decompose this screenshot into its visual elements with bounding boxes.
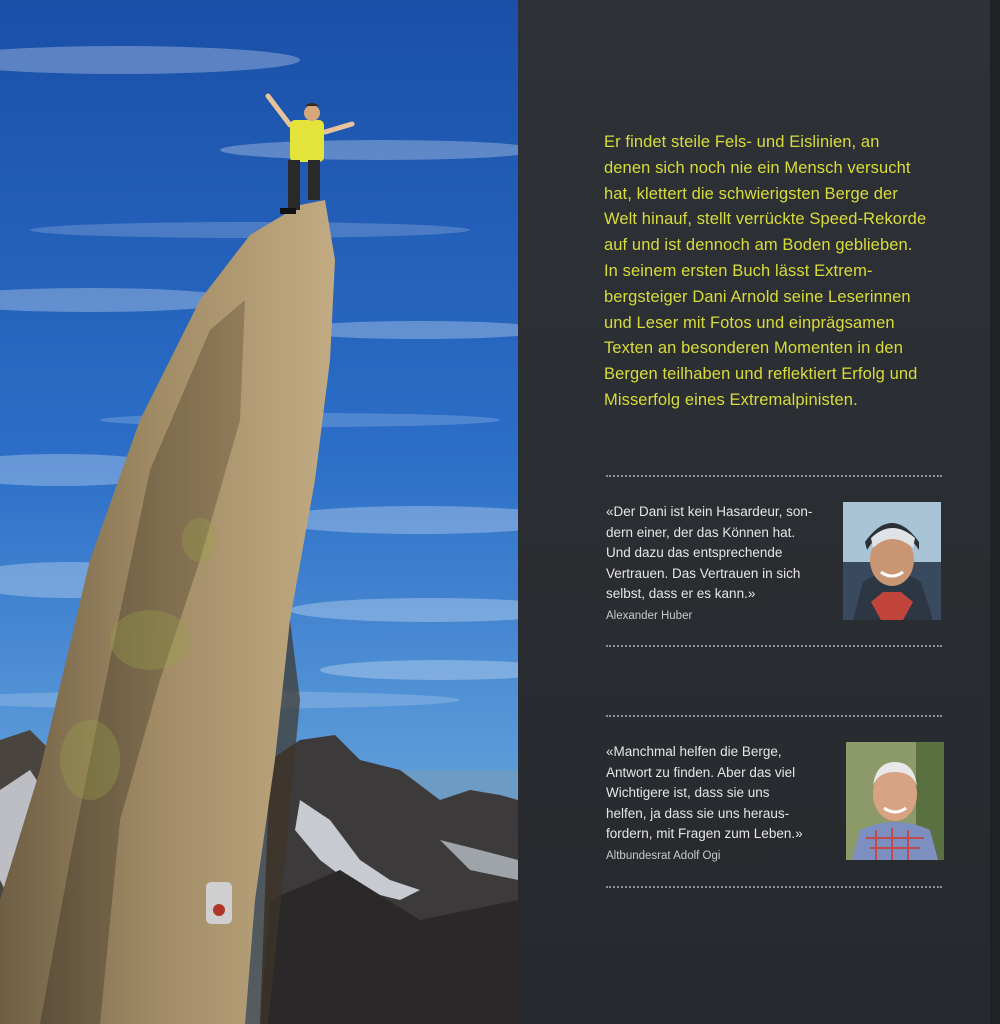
blurb-line: bergsteiger Dani Arnold seine Leserinnen [604,287,911,306]
quote-line: Und dazu das entsprechende [606,545,783,561]
blurb-line: Bergen teilhaben und reflektiert Erfolg und [604,365,918,384]
quote-line: «Der Dani ist kein Hasardeur, son- [606,504,813,519]
blurb-line: und Leser mit Fotos und einprägsamen [604,313,895,332]
dotted-divider [606,715,942,717]
blurb-line: In seinem ersten Buch lässt Extrem- [604,261,873,280]
quote-line: helfen, ja dass sie uns heraus- [606,805,790,821]
blurb-line: Welt hinauf, stellt verrückte Speed-Rekorde [604,210,927,229]
quote-line: Vertrauen. Das Vertrauen in sich [606,565,801,581]
quote-huber [606,502,831,605]
book-blurb [604,130,954,414]
quote-line: fordern, mit Fragen zum Leben.» [606,826,803,842]
blurb-line: Er findet steile Fels- und Eislinien, an [604,133,880,151]
portrait-adolf-ogi [846,742,944,860]
blurb-line: hat, klettert die schwierigsten Berge der [604,184,898,203]
spine-edge [990,0,1000,1024]
dotted-divider [606,886,942,888]
quote-author-ogi: Altbundesrat Adolf Ogi [606,850,721,862]
dotted-divider [606,475,942,477]
quote-author-huber: Alexander Huber [606,610,693,622]
climbing-gear-icon [206,882,232,924]
quote-line: Wichtigere ist, dass sie uns [606,785,770,801]
quote-line: «Manchmal helfen die Berge, [606,744,782,759]
blurb-line: denen sich noch nie ein Mensch versucht [604,158,911,177]
blurb-line: Texten an besonderen Momenten in den [604,339,903,358]
quote-ogi [606,742,831,845]
blurb-line: auf und ist dennoch am Boden geblieben. [604,236,913,255]
portrait-alexander-huber [843,502,941,620]
quote-line: Antwort zu finden. Aber das viel [606,764,796,780]
dotted-divider [606,645,942,647]
quote-line: dern einer, der das Können hat. [606,524,796,540]
quote-line: selbst, dass er es kann.» [606,586,756,602]
blurb-line: Misserfolg eines Extremalpinisten. [604,390,858,409]
